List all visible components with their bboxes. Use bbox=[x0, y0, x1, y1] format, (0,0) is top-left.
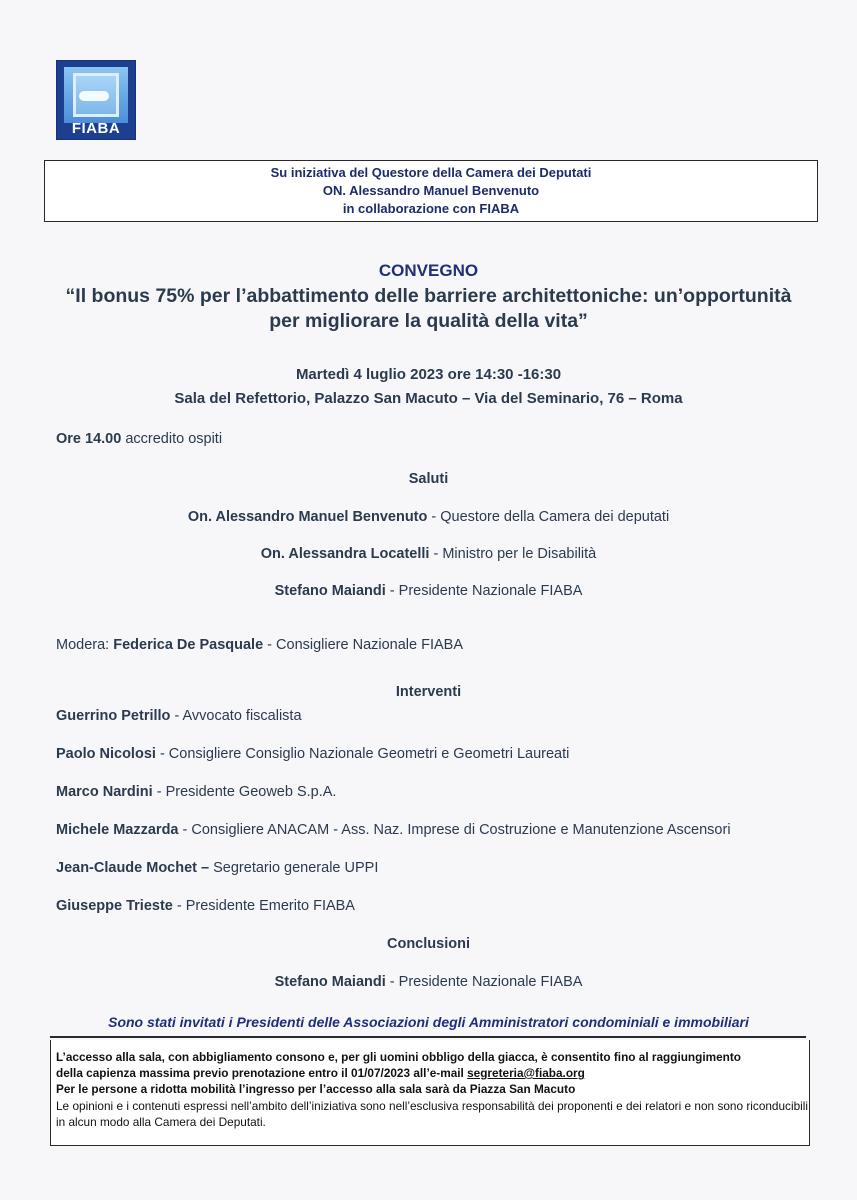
moderator-name: Federica De Pasquale bbox=[113, 637, 264, 653]
fiaba-logo bbox=[56, 60, 136, 140]
speaker-name: Michele Mazzarda bbox=[56, 822, 179, 838]
accredito-text: accredito ospiti bbox=[121, 431, 223, 447]
footer-disclaimer: Le opinioni e i contenuti espressi nell’ambito dell’iniziativa sono nell’esclusiva responsabilità dei proponenti e dei relatori e non sono riconducibili in alcun modo alla Camera dei Deputati. bbox=[56, 1099, 808, 1129]
speaker-role: - Consigliere ANACAM - Ass. Naz. Imprese di Costruzione e Manutenzione Ascensori bbox=[178, 822, 731, 838]
intervento-item bbox=[56, 822, 731, 838]
divider bbox=[50, 1036, 806, 1038]
speaker-name: Stefano Maiandi bbox=[274, 974, 386, 990]
speaker-role: - Presidente Nazionale FIABA bbox=[385, 583, 583, 599]
saluti-item bbox=[0, 509, 857, 525]
invite-note: Sono stati invitati i Presidenti delle Associazioni degli Amministratori condominiali e immobiliari bbox=[108, 1014, 749, 1030]
moderator-line bbox=[56, 637, 463, 653]
footer-access-text: della capienza massima previo prenotazione entro il 01/07/2023 all’e-mail bbox=[56, 1066, 468, 1080]
saluti-heading: Saluti bbox=[408, 471, 449, 487]
speaker-role: Segretario generale UPPI bbox=[209, 860, 379, 876]
speaker-name: On. Alessandra Locatelli bbox=[260, 546, 430, 562]
moderator-label: Modera: bbox=[56, 637, 114, 653]
footer-access-line-1: L’accesso alla sala, con abbigliamento consono e, per gli uomini obbligo della giacca, è consentito fino al raggiungimento bbox=[56, 1050, 742, 1064]
conclusioni-item bbox=[0, 974, 857, 990]
event-date: Martedì 4 luglio 2023 ore 14:30 -16:30 bbox=[295, 366, 562, 383]
accredito-time: Ore 14.00 bbox=[56, 431, 122, 447]
saluti-item bbox=[0, 546, 857, 562]
initiative-line-2: ON. Alessandro Manuel Benvenuto bbox=[322, 183, 540, 198]
speaker-name: Stefano Maiandi bbox=[274, 583, 386, 599]
footer-access-line-2 bbox=[56, 1066, 808, 1082]
speaker-name: Jean-Claude Mochet – bbox=[56, 860, 210, 876]
intervento-item bbox=[56, 898, 355, 914]
accredito-line bbox=[56, 431, 222, 447]
speaker-role: - Presidente Emerito FIABA bbox=[172, 898, 355, 914]
logo-cloud bbox=[79, 91, 109, 101]
speaker-role: - Avvocato fiscalista bbox=[170, 708, 302, 724]
conclusioni-heading: Conclusioni bbox=[387, 936, 470, 952]
saluti-item bbox=[0, 583, 857, 599]
intervento-item bbox=[56, 708, 302, 724]
moderator-role: - Consigliere Nazionale FIABA bbox=[263, 637, 464, 653]
event-label: CONVEGNO bbox=[378, 261, 479, 280]
speaker-name: Marco Nardini bbox=[56, 784, 153, 800]
speaker-role: - Presidente Geoweb S.p.A. bbox=[152, 784, 337, 800]
intervento-item bbox=[56, 784, 336, 800]
initiative-line-3: in collaborazione con FIABA bbox=[342, 201, 520, 216]
footer-mobility-line: Per le persone a ridotta mobilità l’ingresso per l’accesso alla sala sarà da Piazza San Macuto bbox=[56, 1082, 576, 1096]
initiative-line-1: Su iniziativa del Questore della Camera dei Deputati bbox=[270, 165, 592, 180]
email-link[interactable]: segreteria@fiaba.org bbox=[467, 1066, 585, 1080]
interventi-heading: Interventi bbox=[395, 684, 462, 700]
speaker-role: - Questore della Camera dei deputati bbox=[427, 509, 670, 525]
speaker-role: - Presidente Nazionale FIABA bbox=[385, 974, 583, 990]
speaker-name: Giuseppe Trieste bbox=[56, 898, 173, 914]
event-title bbox=[0, 284, 857, 334]
event-title-line-2: per migliorare la qualità della vita” bbox=[269, 310, 588, 332]
speaker-name: Guerrino Petrillo bbox=[56, 708, 171, 724]
event-title-line-1: “Il bonus 75% per l’abbattimento delle barriere architettoniche: un’opportunità bbox=[65, 285, 792, 307]
event-place: Sala del Refettorio, Palazzo San Macuto – Via del Seminario, 76 – Roma bbox=[174, 390, 683, 407]
speaker-name: On. Alessandro Manuel Benvenuto bbox=[187, 509, 428, 525]
initiative-box bbox=[44, 160, 818, 222]
logo-text: FIABA bbox=[71, 120, 121, 137]
intervento-item bbox=[56, 746, 569, 762]
speaker-role: - Consigliere Consiglio Nazionale Geometri e Geometri Laureati bbox=[155, 746, 570, 762]
intervento-item bbox=[56, 860, 378, 876]
speaker-name: Paolo Nicolosi bbox=[56, 746, 156, 762]
speaker-role: - Ministro per le Disabilità bbox=[429, 546, 597, 562]
